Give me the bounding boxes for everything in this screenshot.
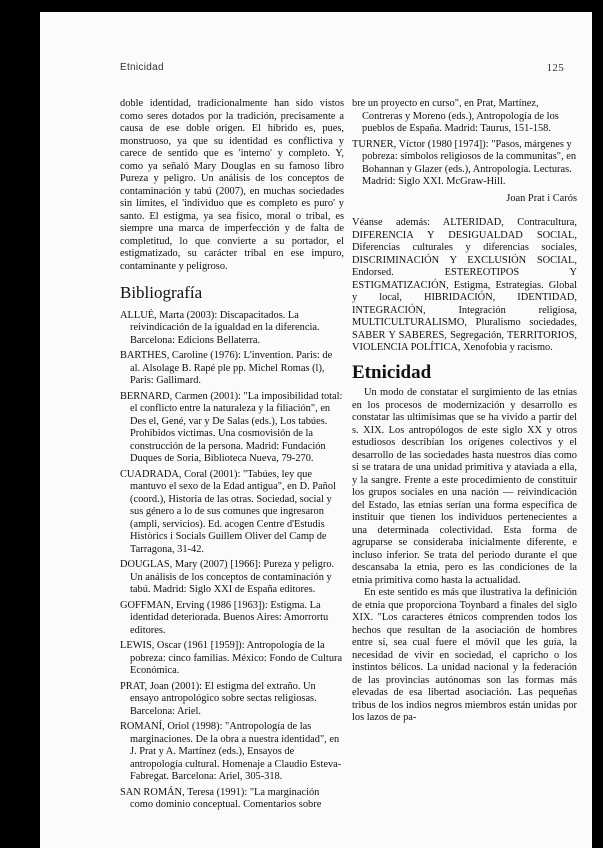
reference-item: LEWIS, Oscar (1961 [1959]): Antropología de la pobreza: cinco familias. México: Fondo de Cultura Económica. [120, 640, 343, 676]
reference-item: GOFFMAN, Erving (1986 [1963]): Estigma. La identidad deteriorada. Buenos Aires: Amorrortu editores. [120, 599, 329, 636]
bibliography-heading: Bibliografía [120, 283, 203, 302]
reference-item: TURNER, Víctor (1980 [1974]): "Pasos, márgenes y pobreza: símbolos religiosos de la communitas", en Bohannan y Glazer (eds.), Antropología. Lecturas. Madrid: Siglo XXI. McGraw-Hill. [352, 138, 577, 187]
reference-item: PRAT, Joan (2001): El estigma del extraño. Un ensayo antropológico sobre sectas religiosas. Barcelona: Ariel. [120, 680, 317, 717]
left-column [120, 98, 344, 815]
reference-item: bre un proyecto en curso", en Prat, Martínez, Contreras y Moreno (eds.), Antropología de los pueblos de España. Madrid: Taurus, 151-158. [352, 98, 559, 134]
intro-paragraph: doble identidad, tradicionalmente han sido vistos como seres dotados por la tradición, precisamente a causa de ese doble origen. El híbrido es, pues, monstruoso, ya que su identidad es conflictiva y carece de sentido que es 'interno' y completo. Y, como ya señaló Mary Douglas en su famoso libro Pureza y peligro. Un análisis de los conceptos de contaminación y tabú (2007), en muchas sociedades sin límites, el 'individuo que es completo es puro' y santo. El estigma, ya sea físico, moral o tribal, es siempre una marca de imperfección y de falta de completitud, lo que convierte a su portador, el estigmatizado, su carácter tribal en ese impuro, contaminante y peligroso. [120, 98, 344, 272]
reference-item: CUADRADA, Coral (2001): "Tabúes, ley que mantuvo el sexo de la Edad antigua", en D. Pañol (coord.), Historia de las otras. Sociedad, social y sus género a lo de sus comunes que ingresaron (ampli, servicios). Ed. acogen Centre d'Estudis Històrics i Socials Guillem Oliver del Camp de Tarragona, 31-42. [120, 468, 336, 555]
reference-item: BARTHES, Caroline (1976): L'invention. Paris: de al. Alsolage B. Rapé ple pp. Michel Romas (l), Paris: Gallimard. [120, 350, 333, 386]
reference-item: SAN ROMÁN, Teresa (1991): "La marginación como dominio conceptual. Comentarios sobre [120, 786, 322, 810]
body-paragraph: Un modo de constatar el surgimiento de las etnias en los procesos de modernización y desarrollo es constatar las ultimísimas que se ha vivido a partir del s. XIX. Los antropólogos de este siglo XX y otros estudiosos describían los orígenes colectivos y el desarrollo de las sociedades hasta nuestros días como si se tratara de una unidad primitiva y ataviada a ella, y la sangre. Frente a este procedimiento de constituir los grupos sociales en una nación — reivindicación del Estado, las etnias serían una forma específica de instituir que tienen los individuos pertenecientes a una determinada colectividad. Esta forma de agruparse se consideraba inicialmente diferente, e incluso inferior. Se trata del periodo durante el que descansaba la etnia, pero es las condiciones de la etnia primitiva como hasta la actualidad. [352, 387, 577, 586]
page-number: 125 [546, 62, 564, 74]
author-signature: Joan Prat i Carós [506, 192, 577, 204]
reference-item: ROMANÍ, Oriol (1998): "Antropología de las marginaciones. De la obra a nuestra identidad", en J. Prat y A. Martínez (eds.), Ensayos de antropología cultural. Homenaje a Claudio Esteva-Fabregat. Barcelona: Ariel, 305-318. [120, 721, 342, 782]
right-column [352, 98, 577, 725]
running-head-section: Etnicidad [120, 62, 164, 73]
see-also: Véanse además: ALTERIDAD, Contracultura, DIFERENCIA Y DESIGUALDAD SOCIAL, Diferencias culturales y diferencias sociales, DISCRIMINACIÓN Y EXCLUSIÓN SOCIAL, Endorsed. ESTEREOTIPOS Y ESTIGMATIZACIÓN, Estigma, Estrategias. Global y local, HIBRIDACIÓN, IDENTIDAD, INTEGRACIÓN, Integración religiosa, MULTICULTURALISMO, Pluralismo sociedades, SABER Y SABERES, Segregación, TERRITORIOS, VIOLENCIA POLÍTICA, Xenofobia y racismo. [352, 217, 577, 353]
body-paragraph: En este sentido es más que ilustrativa la definición de etnia que proporciona Toynbard a finales del siglo XIX. "Los caracteres étnicos comprenden todos los hechos que resultan de la asociación de hombres entre sí, sea cual fuere el móvil que les guía, la necesidad de vivir en sociedad, el capricho o los instintos bélicos. La unidad nacional y la federación de las provincias autónomas son las formas más elevadas de esa libertad asociación. Las pequeñas tribus de los indios negros miembros están unidas por los lazos de pa- [352, 587, 577, 723]
reference-item: DOUGLAS, Mary (2007) [1966]: Pureza y peligro. Un análisis de los conceptos de contaminación y tabú. Madrid: Siglo XXI de España editores. [120, 559, 335, 595]
entry-title: Etnicidad [352, 361, 432, 383]
page [40, 12, 592, 848]
reference-item: ALLUÉ, Marta (2003): Discapacitados. La reivindicación de la igualdad en la diferencia. Barcelona: Edicions Bellaterra. [120, 309, 320, 346]
reference-item: BERNARD, Carmen (2001): "La imposibilidad total: el conflicto entre la naturaleza y la filiación", en Des el, Gené, var y De Salas (eds.), Los tabúes. Prohibidos victimas. Una cosmovisión de la construcción de la persona. Madrid: Fundación Duques de Soria, Biblioteca Nueva, 79-270. [120, 390, 343, 464]
